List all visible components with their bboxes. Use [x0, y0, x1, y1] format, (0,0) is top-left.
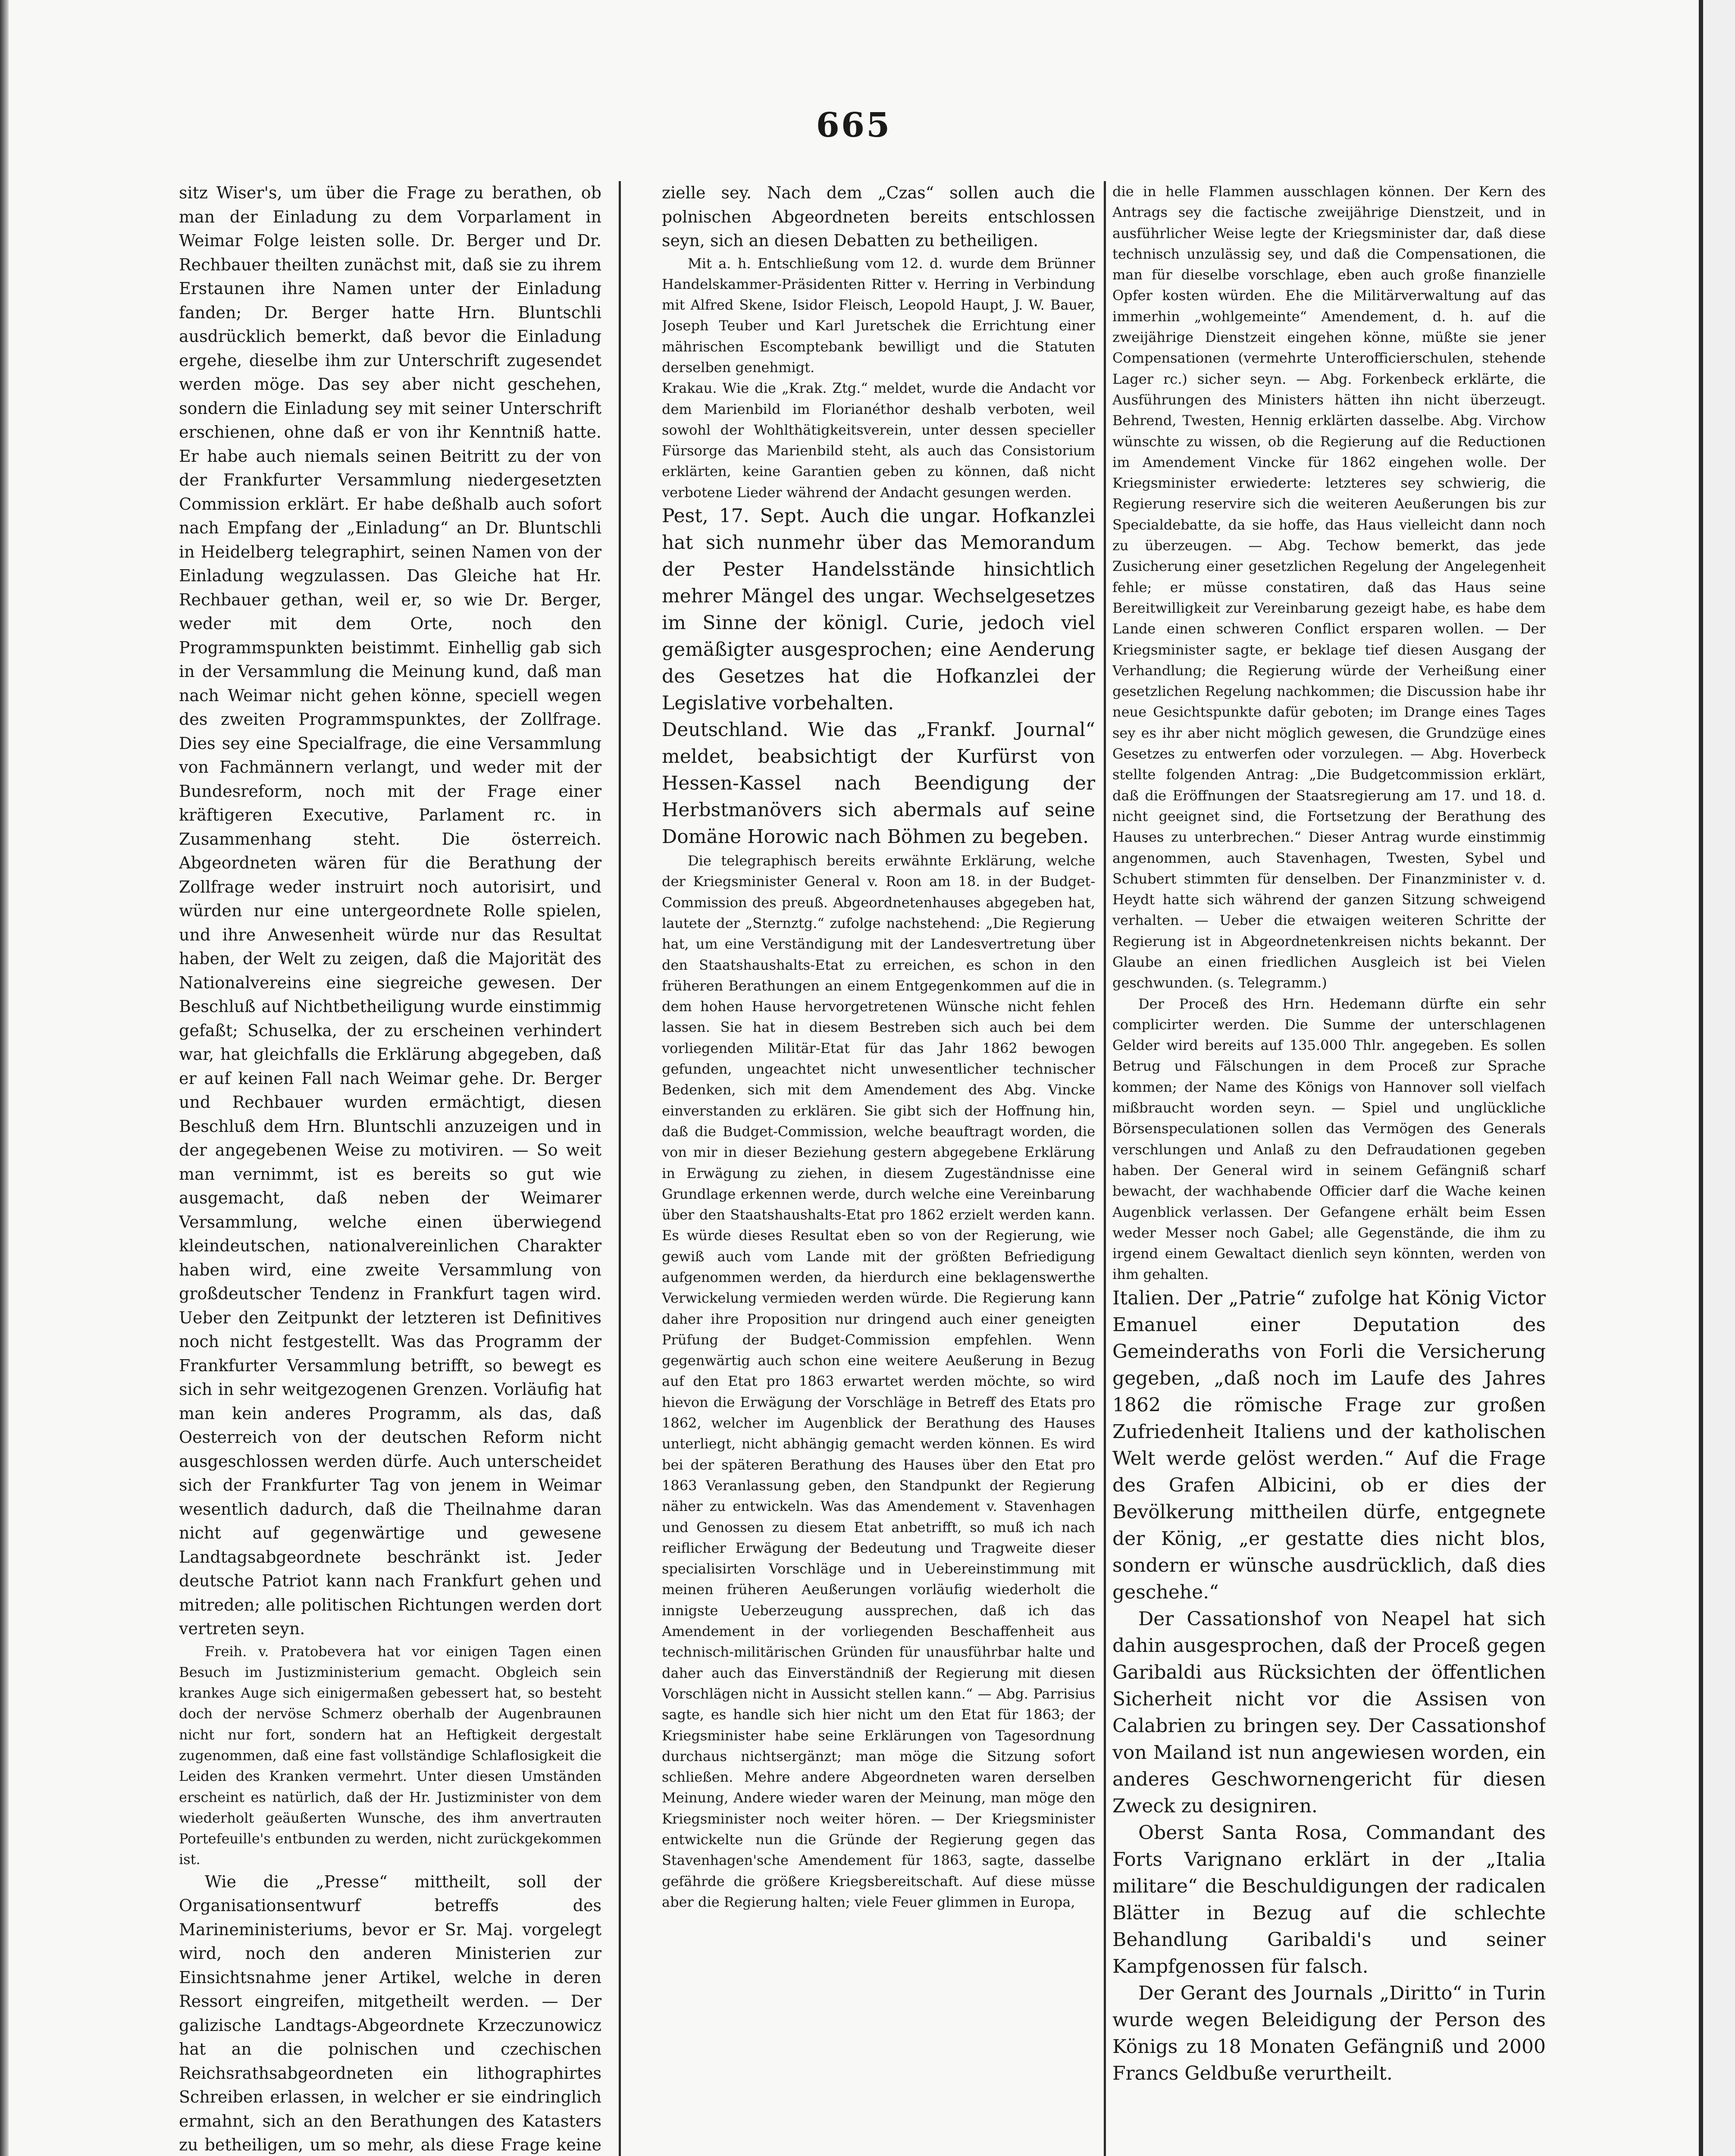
article-budgetcommission: die in helle Flammen ausschlagen können. Der Kern des Antrags sey die factische zweijährige Dienstzeit, und in ausführlicher Weise legte der Kriegsminister dar, daß diese technisch unzulässig sey, und daß die Compensationen, die man für dieselbe vorschlage, eben auch große finanzielle Opfer kosten würden. Ehe die Militärverwaltung auf das immerhin „wohlgemeinte“ Amendement, d. h. auf die zweijährige Dienstzeit eingehen könne, müßte sie jener Compensationen (vermehrte Unterofficierschulen, stehende Lager rc.) sicher seyn. — Abg. Forkenbeck erklärte, die Ausführungen des Ministers hätten ihn nicht überzeugt. Behrend, Twesten, Hennig erklärten dasselbe. Abg. Virchow wünschte zu wissen, ob die Regierung auf die Reductionen im Amendement Vincke für 1862 eingehen wolle. Der Kriegsminister erwiederte: letzteres sey schwierig, die Regierung reservire sich die weiteren Aeußerungen bis zur Specialdebatte, da sie hoffe, das Haus vielleicht dann noch zu überzeugen. — Abg. Techow bemerkt, das jede Zusicherung einer gesetzlichen Regelung der Angelegenheit fehle; er müsse constatiren, daß das Haus seine Bereitwilligkeit zur Vereinbarung gezeigt habe, es habe dem Lande einen schweren Conflict ersparen wollen. — Der Kriegsminister sagte, er beklage tief diesen Ausgang der Verhandlung; die Regierung würde der Verheißung einer gesetzlichen Regelung nachkommen; die Discussion habe ihr neue Gesichtspunkte dafür geboten; im Drange eines Tages sey es ihr aber nicht möglich gewesen, die Grundzüge eines Gesetzes zu entwerfen oder vorzulegen. — Abg. Hoverbeck stellte folgenden Antrag: „Die Budgetcommission erklärt, daß die Eröffnungen der Staatsregierung am 17. und 18. d. nicht geeignet sind, die Fortsetzung der Berathung des Hauses zu unterbrechen.“ Dieser Antrag wurde einstimmig angenommen, auch Stavenhagen, Twesten, Sybel und Schubert stimmten für denselben. Der Finanzminister v. d. Heydt hatte sich während der ganzen Sitzung schweigend verhalten. — Ueber die etwaigen weiteren Schritte der Regierung ist in Abgeordnetenkreisen nichts bekannt. Der Glaube an einen friedlichen Ausgleich ist bei Vielen geschwunden. (s. Telegramm.)	[1112, 183, 1546, 991]
article-escomptebank: Mit a. h. Entschließung vom 12. d. wurde dem Brünner Handelskammer-Präsidenten Ritter v. Herring in Verbindung mit Alfred Skene, Isidor Fleisch, Leopold Haupt, J. W. Bauer, Joseph Teuber und Karl Juretschek die Errichtung einer mährischen Escomptebank bewilligt und die Statuten derselben genehmigt.	[662, 255, 1095, 376]
article-italien: Italien. Der „Patrie“ zufolge hat König Victor Emanuel einer Deputation des Gemeinderaths von Forli die Versicherung gegeben, „daß noch im Laufe des Jahres 1862 die römische Frage zur großen Zufriedenheit Italiens und der katholischen Welt werde gelöst werden.“ Auf die Frage des Grafen Albicini, ob er dies der Bevölkerung mittheilen dürfe, entgegnete der König, „er gestatte dies nicht blos, sondern er wünsche ausdrücklich, daß dies geschehe.“	[1112, 1287, 1546, 1603]
article-polnische-abgeordnete: zielle sey. Nach dem „Czas“ sollen auch die polnischen Abgeordneten bereits entschlossen seyn, sich an diesen Debatten zu betheiligen.	[662, 183, 1095, 250]
article-pratobevera: Freih. v. Pratobevera hat vor einigen Tagen einen Besuch im Justizministerium gemacht. Obgleich sein krankes Auge sich einigermaßen gebessert hat, so besteht doch der nervöse Schmerz oberhalb der Augenbraunen nicht nur fort, sondern hat an Heftigkeit dergestalt zugenommen, daß eine fast vollständige Schlaflosigkeit die Leiden des Kranken vermehrt. Unter diesen Umständen erscheint es natürlich, daß der Hr. Justizminister von dem wiederholt geäußerten Wunsche, des ihm anvertrauten Portefeuille's entbunden zu werden, nicht zurückgekommen ist.	[179, 1643, 601, 1868]
column-3	[1112, 181, 1546, 2156]
newspaper-page	[9, 0, 1703, 2156]
article-marineministerium: Wie die „Presse“ mittheilt, soll der Organisationsentwurf betreffs des Marineministeriums, bevor er Sr. Maj. vorgelegt wird, noch den anderen Ministerien zur Einsichtsnahme jener Artikel, welche in deren Ressort eingreifen, mitgetheilt werden. — Der galizische Landtags-Abgeordnete Krzeczunowicz hat an die polnischen und czechischen Reichsrathsabgeordneten ein lithographirtes Schreiben erlassen, in welcher er sie eindringlich ermahnt, sich an den Berathungen des Katasters zu betheiligen, um so mehr, als diese Frage keine	[179, 1872, 601, 2155]
column-divider-1	[619, 181, 621, 2156]
article-bundesreform-versammlung: sitz Wiser's, um über die Frage zu berathen, ob man der Einladung zu dem Vorparlament in Weimar Folge leisten solle. Dr. Berger und Dr. Rechbauer theilten zunächst mit, daß sie zu ihrem Erstaunen ihre Namen unter der Einladung fanden; Dr. Berger hatte Hrn. Bluntschli ausdrücklich bemerkt, daß bevor die Einladung ergehe, dieselbe ihm zur Unterschrift zugesendet werden möge. Das sey aber nicht geschehen, sondern die Einladung sey mit seiner Unterschrift erschienen, ohne daß er von ihr Kenntniß hatte. Er habe auch niemals seinen Beitritt zu der von der Frankfurter Versammlung niedergesetzten Commission erklärt. Er habe deßhalb auch sofort nach Empfang der „Einladung“ an Dr. Bluntschli in Heidelberg telegraphirt, seinen Namen von der Einladung wegzulassen. Das Gleiche hat Hr. Rechbauer gethan, weil er, so wie Dr. Berger, weder mit dem Orte, noch den Programmspunkten beistimmt. Einhellig gab sich in der Versammlung die Meinung kund, daß man nach Weimar nicht gehen könne, speciell wegen des zweiten Programmspunktes, der Zollfrage. Dies sey eine Specialfrage, die eine Versammlung von Fachmännern verlangt, und weder mit der Bundesreform, noch mit der Frage einer kräftigeren Executive, Parlament rc. in Zusammenhang steht. Die österreich. Abgeordneten wären für die Berathung der Zollfrage weder instruirt noch autorisirt, und würden nur eine untergeordnete Rolle spielen, und ihre Anwesenheit würde nur das Resultat haben, der Welt zu zeigen, daß die Majorität des Nationalvereins eine siegreiche gewesen. Der Beschluß auf Nichtbetheiligung wurde einstimmig gefaßt; Schuselka, der zu erscheinen verhindert war, hat gleichfalls die Erklärung abgegeben, daß er auf keinen Fall nach Weimar gehe. Dr. Berger und Rechbauer wurden ermächtigt, diesen Beschluß dem Hrn. Bluntschli anzuzeigen und in der angegebenen Weise zu motiviren. — So weit man vernimmt, ist es bereits so gut wie ausgemacht, daß neben der Weimarer Versammlung, welche einen überwiegend kleindeutschen, nationalvereinlichen Charakter haben wird, eine zweite Versammlung von großdeutscher Tendenz in Frankfurt tagen wird. Ueber den Zeitpunkt der letzteren ist Definitives noch nicht festgestellt. Was das Programm der Frankfurter Versammlung betrifft, so bewegt es sich in sehr weitgezogenen Grenzen. Vorläufig hat man kein anderes Programm, als das, daß Oesterreich von der deutschen Reform nicht ausgeschlossen werden dürfe. Auch unterscheidet sich der Frankfurter Tag von jenem in Weimar wesentlich dadurch, daß die Theilnahme daran nicht auf gegenwärtige und gewesene Landtagsabgeordnete beschränkt ist. Jeder deutsche Patriot kann nach Frankfurt gehen und mitreden; alle politischen Richtungen werden dort vertreten seyn.	[179, 183, 601, 1638]
article-hedemann: Der Proceß des Hrn. Hedemann dürfte ein sehr complicirter werden. Die Summe der unterschlagenen Gelder wird bereits auf 135.000 Thlr. angegeben. Es sollen Betrug und Fälschungen in dem Proceß zur Sprache kommen; der Name des Königs von Hannover soll vielfach mißbraucht worden seyn. — Spiel und unglückliche Börsenspeculationen sollen das Vermögen des Generals verschlungen und Anlaß zu den Defraudationen gegeben haben. Der General wird in seinem Gefängniß scharf bewacht, der wachhabende Officier darf die Wache keinen Augenblick verlassen. Der Gefangene erhält beim Essen weder Messer noch Gabel; alle Gegenstände, die ihm zu irgend einem Gewaltact dienlich seyn könnten, werden von ihm gehalten.	[1112, 995, 1546, 1283]
article-pest: Pest, 17. Sept. Auch die ungar. Hofkanzlei hat sich nunmehr über das Memorandum der Pester Handelsstände hinsichtlich mehrer Mängel des ungar. Wechselgesetzes im Sinne der königl. Curie, jedoch viel gemäßigter ausgesprochen; eine Aenderung des Gesetzes hat die Hofkanzlei der Legislative vorbehalten.	[662, 505, 1095, 714]
article-deutschland: Deutschland. Wie das „Frankf. Journal“ meldet, beabsichtigt der Kurfürst von Hessen-Kassel nach Beendigung der Herbstmanövers sich abermals auf seine Domäne Horowic nach Böhmen zu begeben.	[662, 719, 1095, 848]
page-edge-shadow	[0, 0, 9, 2156]
column-2	[662, 181, 1095, 2156]
column-1	[179, 181, 601, 2156]
page-number: 665	[816, 106, 892, 145]
article-cassationshof: Der Cassationshof von Neapel hat sich dahin ausgesprochen, daß der Proceß gegen Garibaldi aus Rücksichten der öffentlichen Sicherheit nicht vor die Assisen von Calabrien zu bringen sey. Der Cassationshof von Mailand ist nun angewiesen worden, ein anderes Geschwornengericht für diesen Zweck zu designiren.	[1112, 1608, 1546, 1817]
column-divider-2	[1104, 181, 1106, 2156]
article-krakau: Krakau. Wie die „Krak. Ztg.“ meldet, wurde die Andacht vor dem Marienbild im Florianéthor deshalb verboten, weil sowohl der Wohlthätigkeitsverein, unter dessen specieller Fürsorge das Marienbild steht, als auch das Consistorium erklärten, keine Garantien geben zu können, daß nicht verbotene Lieder während der Andacht gesungen werden.	[662, 380, 1095, 501]
article-santa-rosa: Oberst Santa Rosa, Commandant des Forts Varignano erklärt in der „Italia militare“ die Beschuldigungen der radicalen Blätter in Bezug auf die schlechte Behandlung Garibaldi's und seiner Kampfgenossen für falsch.	[1112, 1821, 1546, 1977]
article-diritto: Der Gerant des Journals „Diritto“ in Turin wurde wegen Beleidigung der Person des Königs zu 18 Monaten Gefängniß und 2000 Francs Geldbuße verurtheilt.	[1112, 1982, 1546, 2084]
article-kriegsminister-erklaerung: Die telegraphisch bereits erwähnte Erklärung, welche der Kriegsminister General v. Roon am 18. in der Budget-Commission des preuß. Abgeordnetenhauses abgegeben hat, lautete der „Sternztg.“ zufolge nachstehend: „Die Regierung hat, um eine Verständigung mit der Landesvertretung über den Staatshaushalts-Etat zu erreichen, es schon in den früheren Berathungen an einem Entgegenkommen auf die in dem hohen Hause hervorgetretenen Wünsche nicht fehlen lassen. Sie hat in diesem Bestreben sich auch bei dem vorliegenden Militär-Etat für das Jahr 1862 bewogen gefunden, ungeachtet nicht unwesentlicher technischer Bedenken, sich mit dem Amendement des Abg. Vincke einverstanden zu erklären. Sie gibt sich der Hoffnung hin, daß die Budget-Commission, welche beauftragt worden, die von mir in dieser Beziehung gestern abgegebene Erklärung in Erwägung zu ziehen, in diesem Zugeständnisse eine Grundlage erkennen werde, durch welche eine Vereinbarung über den Staatshaushalts-Etat pro 1862 erzielt werden kann. Es würde dieses Resultat eben so von der Regierung, wie gewiß auch vom Lande mit der größten Befriedigung aufgenommen werden, da hierdurch eine beklagenswerthe Verwickelung vermieden werden würde. Die Regierung kann daher ihre Proposition nur dringend auch einer geneigten Prüfung der Budget-Commission empfehlen. Wenn gegenwärtig auch schon eine weitere Aeußerung in Bezug auf den Etat pro 1863 erwartet werden möchte, so wird hievon die Erwägung der Vorschläge in Betreff des Etats pro 1862, welcher im Augenblick der Berathung des Hauses unterliegt, nicht abhängig gemacht werden können. Es wird bei der späteren Berathung des Hauses über den Etat pro 1863 Veranlassung geben, den Standpunkt der Regierung näher zu entwickeln. Was das Amendement v. Stavenhagen und Genossen zu diesem Etat anbetrifft, so muß ich nach reiflicher Erwägung der Bedeutung und Tragweite dieser specialisirten Vorschläge und in Uebereinstimmung mit meinen früheren Aeußerungen vorläufig wiederholt die innigste Ueberzeugung aussprechen, daß ich das Amendement in der vorliegenden Beschaffenheit aus technisch-militärischen Gründen für unausführbar halte und daher auch das Einverständniß der Regierung mit diesen Vorschlägen nicht in Aussicht stellen kann.“ — Abg. Parrisius sagte, es handle sich hier nicht um den Etat für 1863; der Kriegsminister habe seine Erklärungen von Tagesordnung durchaus nichtsergänzt; man möge die Sitzung sofort schließen. Mehre andere Abgeordneten waren derselben Meinung, Andere wieder waren der Meinung, man möge den Kriegsminister noch weiter hören. — Der Kriegsminister entwickelte nun die Gründe der Regierung gegen das Stavenhagen'sche Amendement für 1863, sagte, dasselbe gefährde die größere Kriegsbereitschaft. Auf diese müsse aber die Regierung halten; viele Feuer glimmen in Europa,	[662, 852, 1095, 1910]
